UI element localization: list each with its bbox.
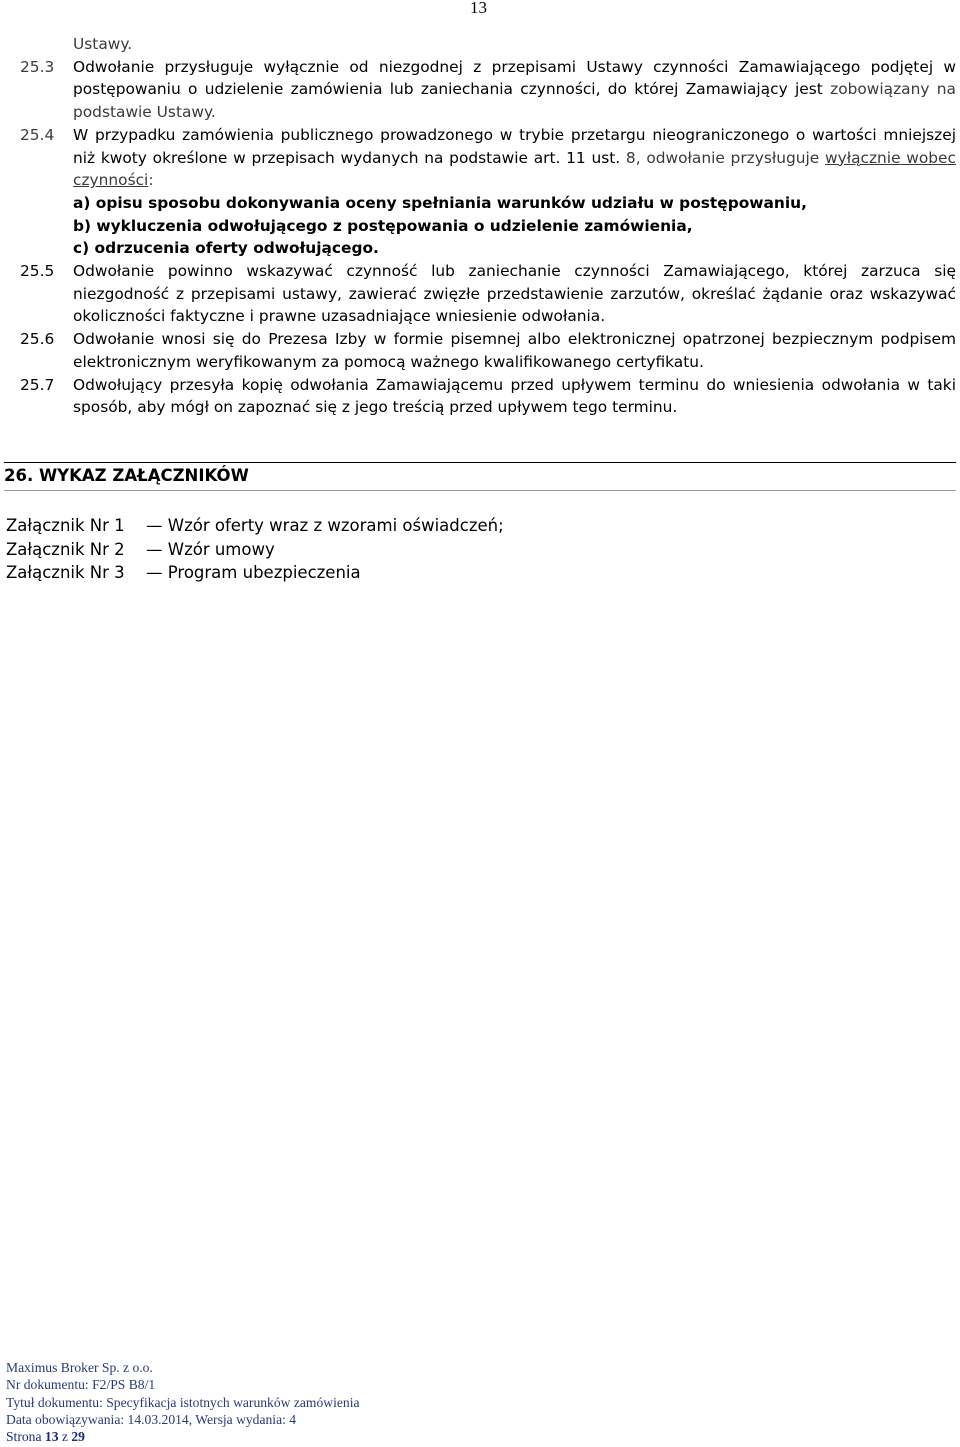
list-item: c) odrzucenia oferty odwołującego. — [73, 239, 379, 258]
paragraph-text-part: : — [148, 171, 154, 190]
paragraph-text-part: Odwołanie przysługuje wyłącznie od niezgodnej z przepisami Ustawy czynności Zamawiającego podjętej w postępowaniu o udzielenie zamówienia lub zaniechania czynności, do której Zamawiający jest — [73, 57, 956, 99]
underlined-text: wyłącznie wobec czynności — [73, 148, 956, 190]
document-body — [20, 33, 956, 419]
footer-doc-title: Tytuł dokumentu: Specyfikacja istotnych warunków zamówienia — [6, 1394, 360, 1410]
footer-page-sep: z — [58, 1429, 72, 1445]
footer-page-total: 29 — [71, 1429, 85, 1445]
attachment-dash: — — [146, 516, 163, 535]
paragraph-text-part: zobowiązany na podstawie Ustawy. — [73, 80, 956, 122]
attachment-list — [6, 514, 504, 585]
paragraph-number: 25.5 — [20, 262, 55, 281]
paragraph-text: Odwołujący przesyła kopię odwołania Zamawiającemu przed upływem terminu do wniesienia odwołania w taki sposób, aby mógł on zapoznać się z jego treścią przed upływem tego terminu. — [73, 375, 956, 417]
paragraph-25-7 — [20, 374, 956, 419]
footer-page-current: 13 — [44, 1429, 59, 1445]
paragraph-text — [73, 56, 956, 124]
attachment-row — [6, 514, 504, 538]
footer-validity: Data obowiązywania: 14.03.2014, Wersja wydania: 4 — [6, 1411, 297, 1427]
section-title: 26. WYKAZ ZAŁĄCZNIKÓW — [4, 466, 249, 485]
list-item: b) wykluczenia odwołującego z postępowania o udzielenie zamówienia, — [73, 216, 693, 235]
paragraph-25-5 — [20, 260, 956, 328]
paragraph-25-6 — [20, 328, 956, 373]
attachment-label: Załącznik Nr 2 — [6, 539, 125, 559]
attachment-title: Wzór umowy — [167, 539, 275, 559]
paragraph-text — [73, 124, 956, 260]
footer-page-indicator — [6, 1428, 360, 1445]
paragraph-number: 25.6 — [20, 330, 55, 349]
paragraph-number: 25.4 — [20, 125, 55, 144]
attachment-dash: — — [146, 563, 163, 583]
paragraph-25-3 — [20, 56, 956, 124]
paragraph-number: 25.3 — [20, 57, 55, 76]
list-item: a) opisu sposobu dokonywania oceny spełniania warunków udziału w postępowaniu, — [73, 193, 807, 212]
section-heading — [4, 462, 956, 485]
attachment-row — [6, 538, 504, 562]
attachment-label: Załącznik Nr 3 — [6, 563, 125, 583]
heading-divider — [4, 490, 956, 491]
paragraph-text-part: W przypadku zamówienia publicznego prowadzonego w trybie przetargu nieograniczonego o wartości mniejszej niż kwoty określone w przepisach wydanych na podstawie art. 11 ust. — [73, 125, 956, 167]
footer-page-prefix: Strona — [6, 1429, 45, 1445]
attachment-label: Załącznik Nr 1 — [6, 516, 125, 535]
paragraph-number: 25.7 — [20, 375, 55, 394]
attachment-title: Wzór oferty wraz z wzorami oświadczeń; — [167, 516, 504, 535]
attachment-row — [6, 561, 504, 585]
page-number: 13 — [470, 0, 487, 17]
paragraph-25-4 — [20, 124, 956, 260]
intro-text: Ustawy. — [73, 35, 133, 53]
document-footer — [6, 1359, 360, 1445]
footer-doc-number: Nr dokumentu: F2/PS B8/1 — [6, 1377, 156, 1393]
paragraph-text: Odwołanie wnosi się do Prezesa Izby w formie pisemnej albo elektronicznej opatrzonej bezpiecznym podpisem elektronicznym weryfikowanym za pomocą ważnego kwalifikowanego certyfikatu. — [73, 330, 956, 371]
paragraph-text-part: 8, odwołanie przysługuje — [620, 148, 825, 167]
footer-company: Maximus Broker Sp. z o.o. — [6, 1360, 153, 1375]
attachment-title: Program ubezpieczenia — [167, 563, 361, 583]
paragraph-text: Odwołanie powinno wskazywać czynność lub zaniechanie czynności Zamawiającego, której zarzuca się niezgodność z przepisami ustawy, zawierać zwięzłe przedstawienie zarzutów, określać żądanie oraz wskazywać okoliczności faktyczne i prawne uzasadniające wniesienie odwołania. — [73, 262, 956, 326]
attachment-dash: — — [146, 539, 163, 559]
